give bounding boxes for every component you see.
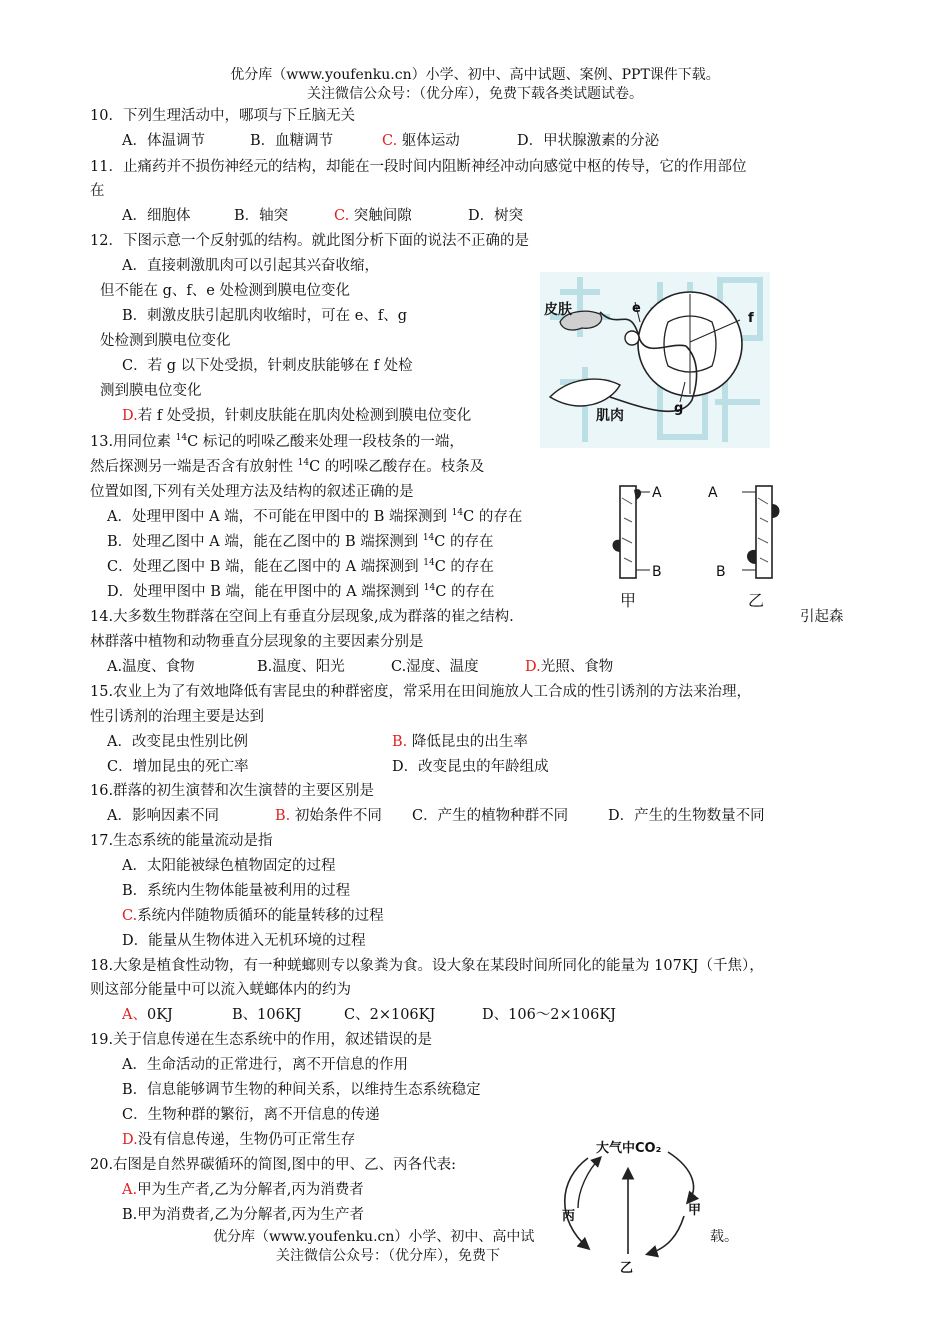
q15-option-b-text: 降低昆虫的出生率 [411, 734, 528, 750]
q13-sup: 14 [423, 558, 435, 569]
q20-option-b: B.甲为消费者,乙为分解者,丙为生产者 [122, 1207, 364, 1223]
q20-option-a [122, 1180, 364, 1200]
yi-label-a: A [708, 485, 718, 501]
q19-stem: 19.关于信息传递在生态系统中的作用，叙述错误的是 [90, 1032, 433, 1048]
yi-label-b: B [716, 564, 726, 580]
q13-stem-2 [90, 457, 484, 477]
q16-option-c: C．产生的植物种群不同 [412, 808, 569, 824]
arrow-bing-up [578, 1158, 600, 1208]
q13-post: C 的存在 [434, 534, 494, 550]
q11-answer-letter: C. [334, 208, 350, 224]
label-skin: 皮肤 [544, 302, 572, 318]
label-f: f [748, 311, 754, 326]
footer-line-2-left: 关注微信公众号：（优分库），免费下 [276, 1248, 500, 1264]
q12-option-c-2: 测到膜电位变化 [100, 383, 202, 399]
q11-stem-cont: 在 [90, 183, 105, 199]
q12-option-d [122, 406, 471, 426]
q17-option-b: B．系统内生物体能量被利用的过程 [122, 883, 351, 899]
q17-option-c-text: 系统内伴随物质循环的能量转移的过程 [137, 908, 384, 924]
q16-stem: 16.群落的初生演替和次生演替的主要区别是 [90, 783, 375, 799]
q18-options [122, 1005, 616, 1025]
q12-option-a-1: A．直接刺激肌肉可以引起其兴奋收缩， [122, 258, 379, 274]
label-jia: 甲 [620, 591, 637, 610]
q10-option-b: B．血糖调节 [250, 133, 334, 149]
q19-option-d-text: 没有信息传递，生物仍可正常生存 [137, 1132, 356, 1148]
q13-option-a-text: A．处理甲图中 A 端，不可能在甲图中的 B 端探测到 [107, 509, 452, 525]
arrow-jia-to-yi [648, 1216, 684, 1254]
jia-label-b: B [652, 564, 662, 580]
q12-option-b-1: B．刺激皮肤引起肌肉收缩时，可在 e、f、g [122, 308, 407, 324]
q11-option-d: D．树突 [468, 208, 524, 224]
q13-option-d-text: D．处理甲图中 B 端，能在甲图中的 A 端探测到 [107, 584, 424, 600]
q13-option-b-text: B．处理乙图中 A 端，能在乙图中的 B 端探测到 [107, 534, 423, 550]
q13-stem-3: 位置如图,下列有关处理方法及结构的叙述正确的是 [90, 484, 414, 500]
q18-option-d: D、106～2×106KJ [482, 1007, 616, 1023]
q14-option-a: A.温度、食物 [107, 659, 195, 675]
label-g: g [674, 401, 684, 416]
reflex-arc-figure [540, 272, 770, 448]
label-yi: 乙 [748, 591, 765, 610]
q14-stem-right: 引起森 [800, 609, 844, 625]
q13-sup: 14 [423, 583, 436, 594]
q13-option-c-text: C．处理乙图中 B 端，能在乙图中的 A 端探测到 [107, 559, 424, 575]
q12-option-b-2: 处检测到膜电位变化 [100, 333, 231, 349]
carbon-cycle-figure [548, 1130, 708, 1280]
q19-option-d [122, 1130, 355, 1150]
q16-options [107, 806, 765, 826]
q18-stem: 18.大象是植食性动物，有一种蜣螂则专以象粪为食。设大象在某段时间所同化的能量为 107KJ（千焦）， [90, 958, 764, 974]
q15-option-d: D．改变昆虫的年龄组成 [392, 759, 549, 775]
header-line-1: 优分库（www.youfenku.cn）小学、初中、高中试题、案例、PPT课件下载。 [230, 67, 720, 83]
q18-stem-cont: 则这部分能量中可以流入蜣螂体内的约为 [90, 982, 351, 998]
q14-option-b: B.温度、阳光 [257, 659, 345, 675]
label-yi: 乙 [620, 1261, 634, 1276]
q19-option-a: A．生命活动的正常进行，离不开信息的作用 [122, 1057, 408, 1073]
footer-line-1-right: 载。 [710, 1229, 738, 1245]
q17-option-c [122, 906, 384, 926]
q10-answer-letter: C. [382, 133, 398, 149]
q15-answer-letter: B. [392, 734, 408, 750]
q14-option-d: 光照、食物 [540, 659, 614, 675]
q14-option-c: C.湿度、温度 [391, 659, 479, 675]
q19-option-b: B．信息能够调节生物的种间关系，以维持生态系统稳定 [122, 1082, 481, 1098]
branch-figure [608, 478, 788, 618]
q13-post: C 的存在 [434, 559, 494, 575]
q13-stem-1-pre: 13.用同位素 [90, 434, 176, 450]
arrow-left-down [565, 1158, 588, 1248]
q15-option-c: C．增加昆虫的死亡率 [107, 759, 249, 775]
q20-option-a-text: 甲为生产者,乙为分解者,丙为消费者 [137, 1182, 364, 1198]
q12-answer-letter: D. [122, 408, 138, 424]
label-jia: 甲 [688, 1203, 702, 1218]
q13-stem-2-pre: 然后探测另一端是否含有放射性 [90, 459, 298, 475]
footer-line-1-left: 优分库（www.youfenku.cn）小学、初中、高中试 [213, 1229, 535, 1245]
q10-stem: 10．下列生理活动中，哪项与下丘脑无关 [90, 108, 355, 124]
q13-post: C 的存在 [463, 509, 523, 525]
q10-option-a: A．体温调节 [122, 133, 205, 149]
q19-answer-letter: D. [122, 1132, 138, 1148]
q13-sup: 14 [422, 533, 435, 544]
q18-option-a: 0KJ [146, 1007, 173, 1023]
label-bing: 丙 [562, 1209, 576, 1224]
q13-sup: 14 [175, 433, 188, 444]
q14-options [107, 657, 613, 677]
q15-option-b [392, 732, 528, 752]
q13-option-b [107, 532, 494, 552]
q10-options [122, 131, 659, 151]
q13-stem-2-post: C 的吲哚乙酸存在。枝条及 [309, 459, 485, 475]
label-e: e [632, 301, 641, 316]
q16-answer-letter: B. [275, 808, 291, 824]
q16-option-d: D．产生的生物数量不同 [608, 808, 765, 824]
q12-option-c-1: C．若 g 以下处受损，针刺皮肤能够在 f 处检 [122, 358, 413, 374]
q13-option-a [107, 507, 522, 527]
branch-jia [620, 486, 636, 578]
arrow-right-down [668, 1152, 693, 1202]
q18-answer-letter: A、 [122, 1007, 147, 1023]
q15-option-a: A．改变昆虫性别比例 [107, 734, 248, 750]
q18-option-b: B、106KJ [232, 1007, 302, 1023]
branch-yi [756, 486, 772, 578]
q13-sup: 14 [451, 508, 464, 519]
q17-option-d: D．能量从生物体进入无机环境的过程 [122, 933, 366, 949]
q11-options [122, 206, 523, 226]
q13-sup: 14 [297, 458, 310, 469]
q15-stem-cont: 性引诱剂的治理主要是达到 [90, 709, 264, 725]
q14-stem: 14.大多数生物群落在空间上有垂直分层现象,成为群落的崔之结构. [90, 609, 514, 625]
q20-stem: 20.右图是自然界碳循环的简图,图中的甲、乙、丙各代表: [90, 1157, 457, 1173]
q11-option-c: 突触间隙 [353, 208, 412, 224]
q17-answer-letter: C. [122, 908, 138, 924]
label-muscle: 肌肉 [596, 408, 624, 424]
label-air-co2: 大气中CO₂ [596, 1141, 662, 1156]
header-line-2: 关注微信公众号：（优分库），免费下载各类试题试卷。 [307, 86, 643, 102]
q13-stem-1-post: C 标记的吲哚乙酸来处理一段枝条的一端， [187, 434, 464, 450]
q17-option-a: A．太阳能被绿色植物固定的过程 [122, 858, 336, 874]
q12-stem: 12．下图示意一个反射弧的结构。就此图分析下面的说法不正确的是 [90, 233, 529, 249]
q13-post: C 的存在 [435, 584, 495, 600]
q11-option-a: A．细胞体 [122, 208, 191, 224]
q14-answer-letter: D. [525, 659, 541, 675]
q13-option-c [107, 557, 494, 577]
q18-option-c: C、2×106KJ [344, 1007, 436, 1023]
q12-option-a-2: 但不能在 g、f、e 处检测到膜电位变化 [100, 283, 350, 299]
q19-option-c: C．生物种群的繁衍，离不开信息的传递 [122, 1107, 380, 1123]
q12-option-d-text: 若 f 处受损，针刺皮肤能在肌肉处检测到膜电位变化 [137, 408, 472, 424]
q15-stem: 15.农业上为了有效地降低有害昆虫的种群密度，常采用在田间施放人工合成的性引诱剂的方法来治理， [90, 684, 752, 700]
q17-stem: 17.生态系统的能量流动是指 [90, 833, 273, 849]
q20-answer-letter: A. [122, 1182, 138, 1198]
q11-stem: 11．止痛药并不损伤神经元的结构，却能在一段时间内阻断神经冲动向感觉中枢的传导，它的作用部位 [90, 159, 747, 175]
q13-option-d [107, 582, 494, 602]
q10-option-c: 躯体运动 [401, 133, 460, 149]
q16-option-a: A．影响因素不同 [107, 808, 219, 824]
jia-label-a: A [652, 485, 662, 501]
q14-stem-cont: 林群落中植物和动物垂直分层现象的主要因素分别是 [90, 634, 424, 650]
q13-stem-1 [90, 432, 464, 452]
q11-option-b: B．轴突 [234, 208, 289, 224]
q16-option-b: 初始条件不同 [294, 808, 382, 824]
q10-option-d: D．甲状腺激素的分泌 [517, 133, 660, 149]
